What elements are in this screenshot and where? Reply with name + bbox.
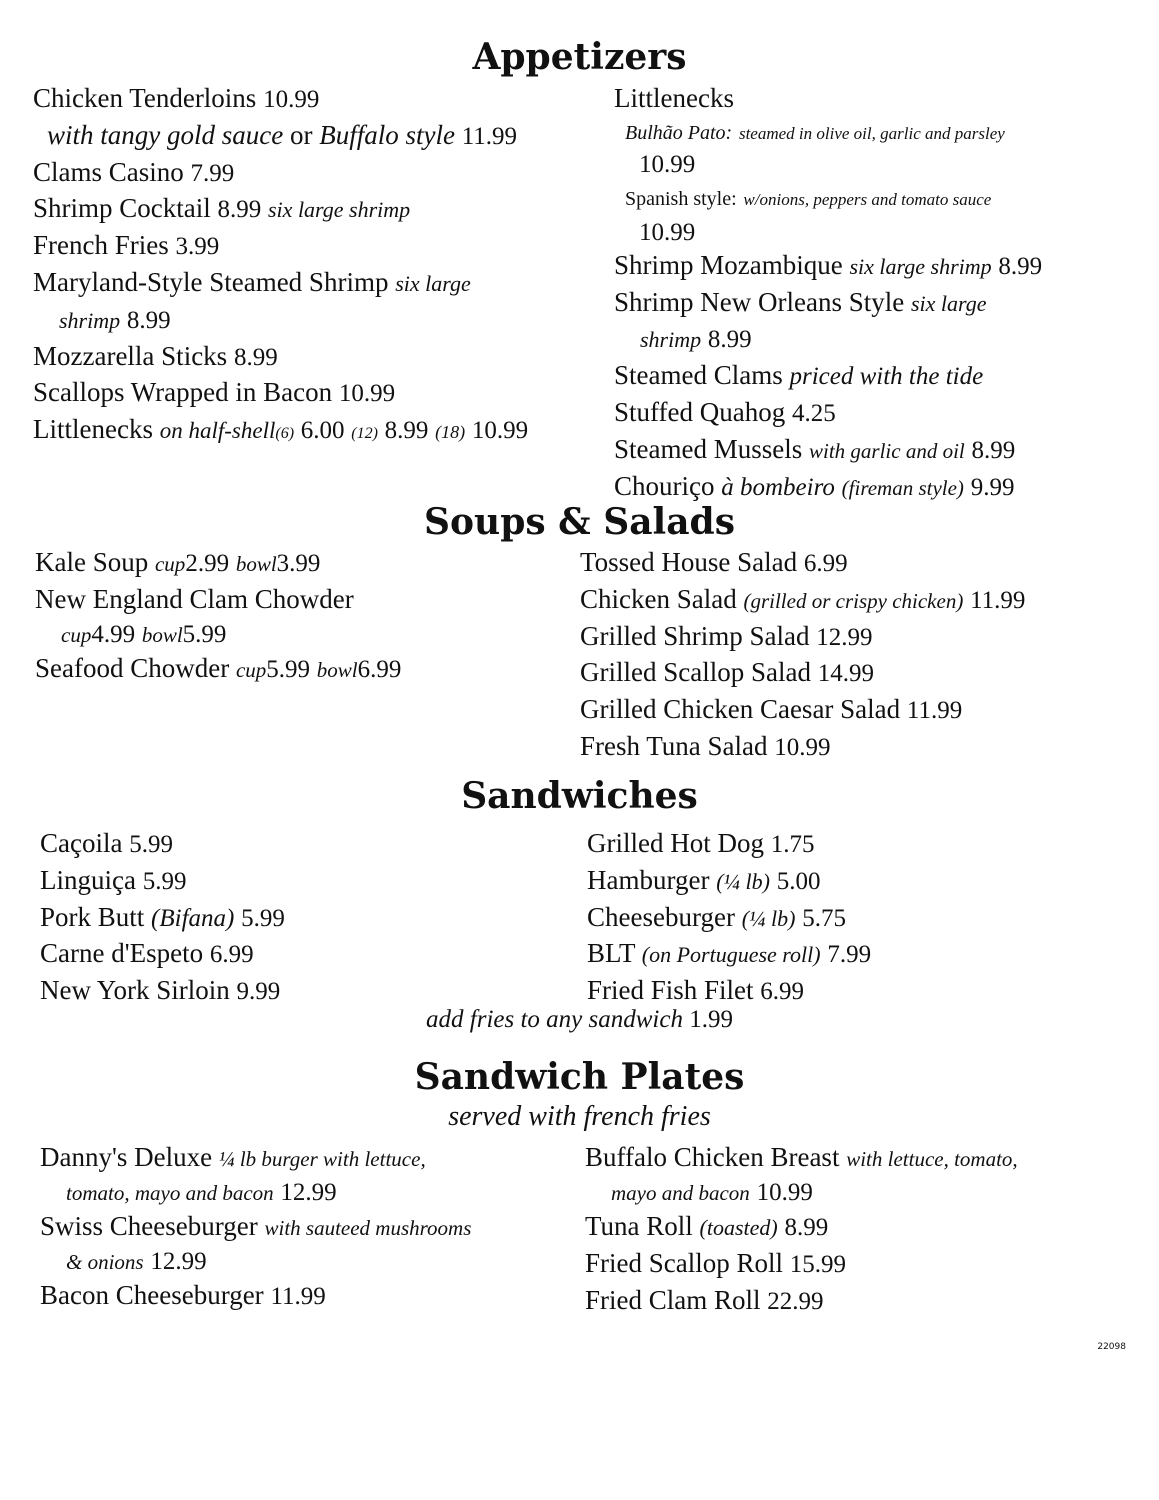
item-desc-text: with lettuce, tomato, [846, 1147, 1018, 1171]
menu-item [40, 1209, 580, 1245]
item-price: 15.99 [789, 1250, 846, 1278]
item-price: 3.99 [276, 550, 321, 577]
item-name: Shrimp New Orleans Style [614, 286, 905, 317]
item-desc-text: (on Portuguese roll) [641, 942, 821, 968]
menu-item [580, 692, 1140, 729]
option-label: Bulhão Pato: [625, 121, 733, 144]
note-price: 1.99 [689, 1006, 733, 1033]
item-price: 6.99 [760, 978, 805, 1006]
appetizers-heading: Appetizers [472, 36, 687, 78]
item-price: 6.99 [357, 655, 402, 683]
item-name: Fried Scallop Roll [585, 1247, 783, 1278]
item-option [614, 116, 1134, 148]
sandwiches-right-column [587, 826, 1137, 1010]
item-desc-text: six large [910, 290, 987, 316]
item-desc-text: mayo and bacon [611, 1181, 750, 1205]
menu-item [40, 900, 570, 937]
option-price-row [614, 216, 1134, 248]
size-label: cup [235, 657, 267, 682]
menu-item [35, 651, 575, 688]
item-name: Caçoila [40, 828, 123, 858]
salads-column [580, 545, 1140, 766]
sandwiches-left-column [40, 826, 570, 1010]
appetizers-left-column [33, 81, 613, 452]
menu-item [585, 1246, 1145, 1283]
item-name: Tuna Roll [585, 1211, 693, 1241]
menu-item [40, 826, 570, 863]
menu-item [33, 375, 613, 412]
item-price: 7.99 [190, 159, 235, 187]
appetizers-right-column [614, 81, 1134, 505]
item-price: 9.99 [236, 978, 281, 1006]
item-option [614, 180, 1134, 216]
item-name: Bacon Cheeseburger [40, 1280, 264, 1310]
sandwiches-heading: Sandwiches [461, 775, 698, 817]
item-price: 12.99 [150, 1248, 207, 1275]
size-label: cup [61, 622, 92, 647]
item-continuation [35, 617, 575, 651]
item-desc-text: with sauteed mushrooms [264, 1216, 472, 1240]
item-price: 5.00 [776, 867, 821, 895]
quantity-label: (6) [275, 425, 295, 443]
item-name: Swiss Cheeseburger [40, 1211, 258, 1241]
item-name: Chicken Salad [580, 583, 737, 614]
menu-item [33, 191, 613, 228]
item-name: New York Sirloin [40, 975, 230, 1006]
size-label: bowl [235, 552, 277, 576]
item-desc-text: (¼ lb) [716, 868, 770, 894]
item-desc-text: shrimp [59, 307, 121, 333]
item-price: 11.99 [270, 1283, 326, 1310]
item-price: 5.99 [241, 904, 285, 932]
item-name: Grilled Scallop Salad [580, 657, 811, 688]
item-name: French Fries [33, 230, 169, 261]
size-label: cup [154, 552, 186, 576]
item-price: 10.99 [338, 380, 396, 408]
item-desc-text: (toasted) [699, 1215, 778, 1240]
item-continuation [614, 321, 1134, 358]
or-text: or [283, 119, 320, 150]
item-desc-text: & onions [66, 1250, 144, 1274]
item-price: 11.99 [461, 122, 518, 150]
plates-left-column [40, 1140, 580, 1315]
item-price: 6.99 [803, 550, 848, 577]
item-price: 8.99 [707, 326, 752, 354]
menu-item [585, 1283, 1145, 1320]
menu-item [585, 1140, 1145, 1176]
item-price: 11.99 [970, 586, 1026, 614]
item-price: 8.99 [233, 343, 278, 371]
item-name: Buffalo Chicken Breast [585, 1142, 840, 1172]
item-name: Shrimp Mozambique [614, 249, 843, 280]
item-price: 6.99 [209, 941, 254, 969]
soups-salads-heading: Soups & Salads [424, 501, 735, 543]
menu-item [33, 339, 613, 376]
item-name: Fresh Tuna Salad [580, 730, 768, 761]
item-name: Shrimp Cocktail [33, 193, 211, 224]
item-price: 5.99 [182, 620, 227, 648]
item-desc-text: ¼ lb burger with lettuce, [218, 1147, 426, 1171]
plates-subtitle: served with french fries [448, 1101, 711, 1132]
item-name: Stuffed Quahog [614, 396, 786, 427]
menu-item [580, 655, 1140, 692]
item-name: Linguiça [40, 864, 136, 895]
menu-item [580, 729, 1140, 766]
item-desc-text: tomato, mayo and bacon [66, 1181, 274, 1205]
item-price: 10.99 [756, 1179, 813, 1206]
item-price: 8.99 [126, 306, 171, 334]
item-price: 8.99 [971, 436, 1016, 464]
item-name: Maryland-Style Steamed Shrimp [33, 266, 389, 297]
item-name: Fried Fish Filet [587, 975, 754, 1006]
item-description [33, 118, 613, 155]
menu-item [40, 1278, 580, 1315]
item-desc-text: six large shrimp [268, 197, 411, 223]
option-price-row [614, 148, 1134, 180]
item-name: Steamed Mussels [614, 433, 803, 464]
menu-item [35, 582, 575, 617]
item-desc-text: with garlic and oil [809, 438, 965, 463]
item-price: 11.99 [906, 697, 963, 725]
quantity-label: (12) [351, 425, 378, 443]
item-name: Fried Clam Roll [585, 1284, 761, 1315]
item-price: 6.00 [300, 417, 345, 445]
menu-item [614, 395, 1134, 432]
menu-item [587, 826, 1137, 863]
quantity-label: (18) [435, 422, 466, 443]
item-continuation [585, 1176, 1145, 1209]
menu-item [33, 265, 613, 302]
item-price: 10.99 [639, 218, 696, 246]
item-name: Scallops Wrapped in Bacon [33, 377, 333, 408]
item-desc-text: (grilled or crispy chicken) [743, 588, 964, 613]
sandwich-plates-heading: Sandwich Plates [414, 1056, 745, 1098]
item-name: Chouriço [614, 470, 715, 501]
item-price: 5.75 [802, 904, 846, 932]
item-name: Clams Casino [33, 156, 184, 187]
item-name: Cheeseburger [587, 901, 735, 932]
item-name: Steamed Clams [614, 360, 783, 391]
item-price: 14.99 [817, 660, 874, 688]
item-name: Grilled Shrimp Salad [580, 620, 810, 651]
item-name: Carne d'Espeto [40, 938, 204, 969]
menu-item [614, 81, 1134, 116]
item-continuation [40, 1245, 580, 1278]
item-price: 3.99 [175, 233, 220, 261]
menu-item [614, 285, 1134, 322]
item-price: 8.99 [384, 417, 429, 445]
item-price: 12.99 [280, 1179, 337, 1206]
item-name: Danny's Deluxe [40, 1142, 213, 1172]
menu-item [33, 155, 613, 192]
item-desc-text: shrimp [640, 327, 702, 353]
item-name: Pork Butt [40, 901, 145, 932]
sandwich-note [0, 1004, 1159, 1036]
item-name: Mozzarella Sticks [33, 340, 228, 371]
item-price: 2.99 [185, 550, 230, 577]
item-desc-text: (Bifana) [151, 904, 235, 932]
item-price: 9.99 [970, 473, 1015, 501]
item-price: 12.99 [816, 623, 873, 651]
note-text: add fries to any sandwich [426, 1006, 683, 1033]
menu-item [33, 81, 613, 118]
menu-item [580, 545, 1140, 582]
item-desc-text: with tangy gold sauce [47, 119, 284, 150]
item-name: BLT [587, 938, 636, 969]
menu-item [40, 936, 570, 973]
item-price: 5.99 [129, 831, 173, 858]
item-price: 8.99 [784, 1214, 829, 1241]
item-price: 5.99 [142, 867, 187, 895]
item-price: 1.75 [770, 831, 815, 858]
menu-item [614, 248, 1134, 285]
item-price: 7.99 [827, 941, 872, 969]
menu-item [580, 619, 1140, 656]
item-name: Hamburger [587, 864, 710, 895]
menu-item [33, 228, 613, 265]
item-name: Chicken Tenderloins [33, 83, 257, 113]
size-label: bowl [141, 622, 183, 647]
item-name: Littlenecks [33, 414, 153, 445]
item-price: 22.99 [767, 1287, 824, 1315]
item-desc-text: on half-shell [159, 418, 276, 444]
menu-item [40, 1140, 580, 1176]
item-name: Grilled Hot Dog [587, 828, 764, 858]
size-label: bowl [316, 657, 358, 682]
item-price: 10.99 [471, 417, 529, 445]
item-price: 8.99 [998, 252, 1043, 280]
item-price: 4.99 [91, 620, 136, 648]
item-price: 10.99 [639, 150, 696, 178]
item-desc-text: (¼ lb) [741, 905, 796, 931]
menu-item [587, 900, 1137, 937]
item-name: Kale Soup [35, 547, 149, 577]
item-name: New England Clam Chowder [35, 583, 354, 614]
menu-item [587, 936, 1137, 973]
menu-item [40, 863, 570, 900]
menu-item [35, 545, 575, 582]
menu-item [614, 432, 1134, 469]
item-desc-text: à bombeiro [721, 473, 835, 501]
item-price: 5.99 [266, 655, 311, 683]
menu-item [580, 582, 1140, 619]
footer-code: 22098 [1097, 1342, 1126, 1352]
option-desc: steamed in olive oil, garlic and parsley [738, 123, 1005, 143]
item-alt-text: Buffalo style [319, 119, 455, 150]
item-price: 8.99 [217, 196, 262, 224]
option-label: Spanish style: [625, 187, 737, 210]
item-desc-text: six large [395, 270, 471, 296]
item-continuation [33, 302, 613, 339]
item-desc-text: priced with the tide [789, 363, 984, 391]
item-name: Littlenecks [614, 83, 734, 113]
item-price: 10.99 [774, 733, 831, 761]
item-name: Tossed House Salad [580, 547, 798, 577]
menu-item [33, 412, 613, 452]
plates-right-column [585, 1140, 1145, 1319]
menu-item [614, 358, 1134, 395]
item-price: 4.25 [791, 399, 836, 427]
menu-item [585, 1209, 1145, 1246]
option-desc: w/onions, peppers and tomato sauce [743, 189, 992, 209]
item-name: Seafood Chowder [35, 652, 230, 683]
soups-column [35, 545, 575, 687]
item-desc-text: (fireman style) [841, 475, 964, 500]
item-continuation [40, 1176, 580, 1209]
menu-item [587, 863, 1137, 900]
item-desc-text: six large shrimp [849, 253, 992, 279]
item-price: 10.99 [263, 86, 320, 113]
item-name: Grilled Chicken Caesar Salad [580, 694, 901, 725]
